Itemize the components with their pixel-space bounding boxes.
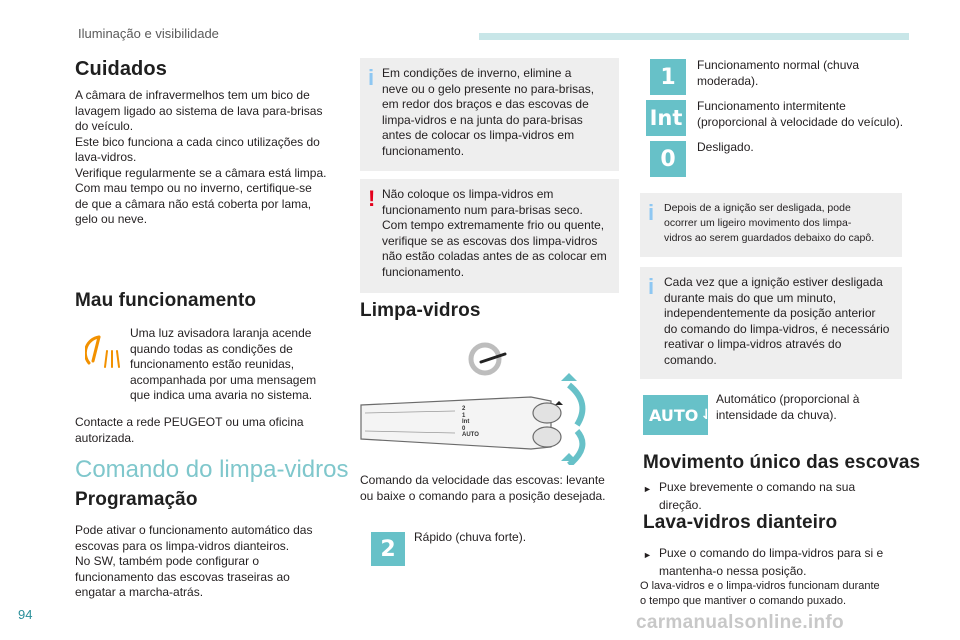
programacao-heading: Programação — [75, 489, 198, 510]
info-icon: i — [648, 274, 655, 299]
lava-text: O lava-vidros e o limpa-vidros funcionam durante o tempo que mantiver o comando puxado. — [640, 580, 880, 607]
watermark: carmanualsonline.info — [636, 612, 844, 633]
speed-2-key: 2 — [371, 532, 405, 566]
speed-2-text: Rápido (chuva forte). — [414, 530, 527, 544]
lava-vidros-heading: Lava-vidros dianteiro — [643, 512, 838, 533]
speed-1-key: 1 — [650, 59, 686, 95]
off-key: 0 — [650, 141, 686, 177]
reactivate-info-box: i Cada vez que a ignição estiver desligada durante mais do que um minuto, independentemente da posição anterior do comando do limpa-vidros, é necessário reativar o limpa-vidros através do comando. — [640, 267, 902, 379]
winter-info-box: i Em condições de inverno, elimine a neve ou o gelo presente no para-brisas, em redor dos braços e das escovas de limpa-vidros e na junta do para-brisas antes de colocar os limpa-vidros em funcionamento. — [360, 58, 619, 171]
contacte-text: Contacte a rede PEUGEOT ou uma oficina autorizada. — [75, 415, 304, 445]
cuidados-text: A câmara de infravermelhos tem um bico de lavagem ligado ao sistema de lava para-brisas do veículo. Este bico funciona a cada cinco utilizações do lava-vidros. Verifique regularmente se a câmara está limpa. Com mau tempo ou no inverno, certifique-se de que a câmara não está coberta por lama, gelo ou neve. — [75, 88, 327, 226]
movimento-instruction: ► Puxe brevemente o comando na sua direção. — [643, 480, 856, 512]
info-icon: i — [368, 65, 375, 90]
movimento-heading: Movimento único das escovas — [643, 452, 921, 473]
dry-windscreen-warning-box: ! Não coloque os limpa-vidros em funcionamento num para-brisas seco. Com tempo extremamente frio ou quente, verifique se as escovas dos limpa-vidros não estão coladas antes de as colocar em funcionamento. — [360, 179, 619, 293]
auto-key: AUTO ⇃ — [643, 395, 708, 435]
page-number: 94 — [18, 607, 33, 622]
intermittent-key: Int — [646, 100, 686, 136]
stalk-caption: Comando da velocidade das escovas: levante ou baixe o comando para a posição desejada. — [360, 473, 606, 503]
bullet-icon: ► — [643, 484, 652, 494]
bullet-icon: ► — [643, 550, 652, 560]
ignition-info-box: i Depois de a ignição ser desligada, pode ocorrer um ligeiro movimento dos limpa- vidros ao serem guardados debaixo do capô. — [640, 193, 902, 257]
programacao-text: Pode ativar o funcionamento automático das escovas para os limpa-vidros dianteiros. No SW, também pode configurar o funcionamento das escovas traseiras ao engatar a marcha-atrás. — [75, 523, 313, 599]
wiper-sensor-warning-icon — [85, 333, 121, 371]
mau-funcionamento-heading: Mau funcionamento — [75, 290, 257, 311]
lava-instruction: ► Puxe o comando do limpa-vidros para si e mantenha-o nessa posição. — [643, 546, 884, 578]
limpa-vidros-heading: Limpa-vidros — [360, 300, 481, 321]
warning-icon: ! — [368, 186, 376, 211]
wiper-stalk-illustration — [355, 335, 605, 465]
arrow-down-icon: ⇃ — [700, 407, 713, 423]
intermittent-text: Funcionamento intermitente (proporcional à velocidade do veículo). — [697, 99, 904, 129]
speed-1-text: Funcionamento normal (chuva moderada). — [697, 58, 860, 88]
stalk-position-labels: 2 1 Int 0 AUTO — [462, 406, 479, 438]
cuidados-heading: Cuidados — [75, 58, 167, 80]
info-icon: i — [648, 200, 655, 225]
mau-funcionamento-text: Uma luz avisadora laranja acende quando todas as condições de funcionamento estão reunidas, acompanhada por uma mensagem que indica uma avaria no sistema. — [130, 326, 317, 402]
auto-text: Automático (proporcional à intensidade da chuva). — [716, 392, 860, 422]
section-header: Iluminação e visibilidade — [78, 26, 219, 41]
comando-heading: Comando do limpa-vidros — [75, 456, 349, 483]
off-text: Desligado. — [697, 140, 754, 154]
header-rule — [479, 33, 909, 40]
